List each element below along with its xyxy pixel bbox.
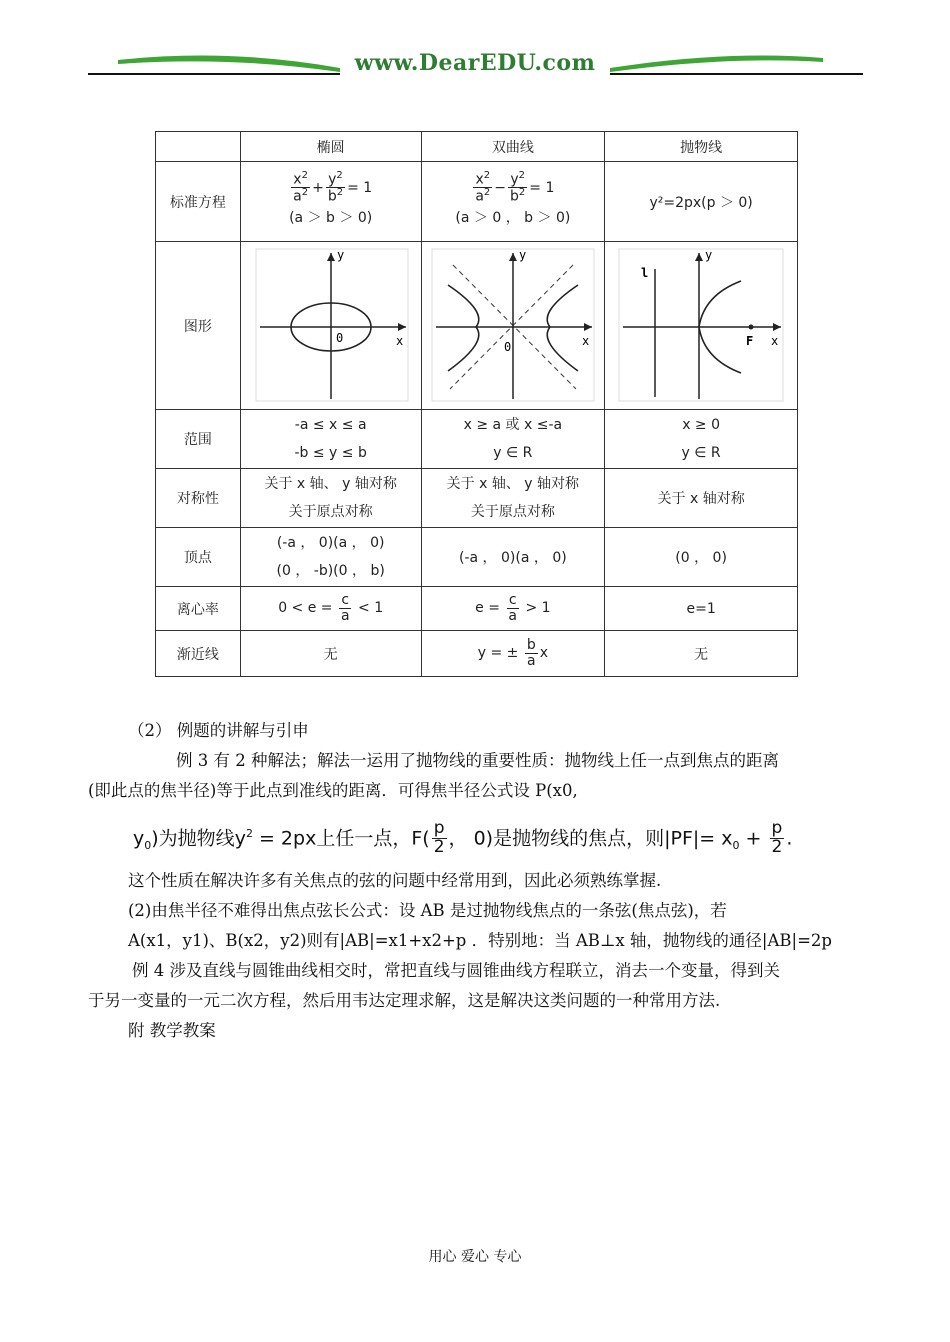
paragraph-line: 例 3 有 2 种解法；解法一运用了抛物线的重要性质：抛物线上任一点到焦点的距离 xyxy=(176,751,779,770)
symmetry-text: 关于 x 轴、 y 轴对称 xyxy=(264,476,397,492)
conic-comparison-table xyxy=(155,131,798,677)
row-eccentricity xyxy=(156,587,798,631)
symmetry-text: 关于原点对称 xyxy=(288,504,373,520)
y-axis-label: y xyxy=(518,247,527,262)
paragraph-line: (即此点的焦半径)等于此点到准线的距离．可得焦半径公式设 P(x0, xyxy=(88,781,578,800)
row-range xyxy=(156,410,798,469)
y-axis-label: y xyxy=(705,247,713,262)
col-header-hyperbola: 双曲线 xyxy=(421,132,605,162)
hyperbola-condition: (a ＞ 0 ， b ＞ 0) xyxy=(455,210,571,227)
vertex-text: (0 ， 0) xyxy=(605,528,798,587)
row-symmetry xyxy=(156,469,798,528)
ellipse-equation-cell xyxy=(240,162,421,242)
hyperbola-equation-cell xyxy=(421,162,605,242)
x-axis-label: x xyxy=(581,333,590,348)
eccentricity-parabola: e=1 xyxy=(605,587,798,631)
vertex-text: (-a ， 0)(a ， 0) xyxy=(421,528,605,587)
hyperbola-graph xyxy=(426,247,600,405)
paragraph-line: 例 4 涉及直线与圆锥曲线相交时，常把直线与圆锥曲线方程联立，消去一个变量，得到关 xyxy=(132,961,780,980)
row-figure xyxy=(156,242,798,410)
page-footer: 用心 爱心 专心 xyxy=(428,1249,522,1265)
eccentricity-ellipse: 0 < e = $\frac{c}{a}$ < 1 xyxy=(240,587,421,631)
x-axis-label: x xyxy=(771,333,779,348)
parabola-equation: y²=2px(p ＞ 0) xyxy=(605,162,798,242)
hyperbola-left-branch xyxy=(448,285,479,371)
focus-label: F xyxy=(746,333,754,348)
asymptote-hyperbola: y = ± $\frac{b}{a}$ x xyxy=(421,631,605,677)
row-label: 对称性 xyxy=(156,469,241,528)
paragraph-line: A(x1，y1)、B(x2，y2)则有|AB|=x1+x2+p ．特别地：当 AB⊥x 轴，抛物线的通径|AB|=2p xyxy=(128,931,832,950)
range-text: x ≥ a 或 x ≤-a xyxy=(463,417,563,433)
range-text: -a ≤ x ≤ a xyxy=(294,417,367,433)
origin-label: 0 xyxy=(335,330,343,345)
row-label: 图形 xyxy=(156,242,241,410)
row-label: 渐近线 xyxy=(156,631,241,677)
parabola-graph xyxy=(609,247,793,405)
ellipse-condition: (a ＞ b ＞ 0) xyxy=(289,210,373,227)
paragraph-line: 附 教学教案 xyxy=(128,1021,216,1040)
row-label: 离心率 xyxy=(156,587,241,631)
directrix-label: l xyxy=(641,265,649,280)
asymptote-parabola: 无 xyxy=(605,631,798,677)
row-label: 范围 xyxy=(156,410,241,469)
hyperbola-graph-cell xyxy=(421,242,605,410)
ellipse-graph-cell xyxy=(240,242,421,410)
paragraph-line: 这个性质在解决许多有关焦点的弦的问题中经常用到，因此必须熟练掌握. xyxy=(128,871,662,890)
vertex-text: (-a ， 0)(a ， 0) xyxy=(276,535,385,551)
row-asymptote xyxy=(156,631,798,677)
y-axis-label: y xyxy=(336,247,344,262)
origin-label: 0 xyxy=(503,339,512,354)
range-text: y ∈ R xyxy=(681,445,721,461)
parabola-graph-cell xyxy=(605,242,798,410)
range-text: -b ≤ y ≤ b xyxy=(294,445,367,461)
row-standard-equation xyxy=(156,162,798,242)
ellipse-equation: $\frac{x^2}{a^2}$ + $\frac{y^2}{b^2}$ = 1 xyxy=(293,169,373,205)
table-header-row xyxy=(156,132,798,162)
focal-radius-formula: $y_0$)为抛物线$y^2 = 2px$上任一点，F( $\frac{p}{2}$ ， 0)是抛物线的焦点，则$|PF|= x_0$ + $\frac{p}{2}$ . xyxy=(133,818,793,858)
table-corner-cell xyxy=(156,132,241,162)
page-header xyxy=(88,40,863,80)
row-vertex xyxy=(156,528,798,587)
range-text: x ≥ 0 xyxy=(682,417,721,433)
x-axis-label: x xyxy=(395,333,403,348)
hyperbola-right-branch xyxy=(547,285,578,371)
col-header-ellipse: 椭圆 xyxy=(240,132,421,162)
row-label: 顶点 xyxy=(156,528,241,587)
ellipse-graph xyxy=(246,247,416,405)
vertex-text: (0 ， -b)(0 ， b) xyxy=(276,563,385,579)
symmetry-text: 关于 x 轴、 y 轴对称 xyxy=(446,476,580,492)
focus-point xyxy=(749,324,754,329)
paragraph-line: (2)由焦半径不难得出焦点弦长公式：设 AB 是过抛物线焦点的一条弦(焦点弦)，若 xyxy=(128,901,727,920)
row-label: 标准方程 xyxy=(156,162,241,242)
col-header-parabola: 抛物线 xyxy=(605,132,798,162)
asymptote-ellipse: 无 xyxy=(240,631,421,677)
section-heading: （2） 例题的讲解与引申 xyxy=(128,721,309,740)
symmetry-text: 关于 x 轴对称 xyxy=(605,469,798,528)
symmetry-text: 关于原点对称 xyxy=(470,504,555,520)
hyperbola-equation: $\frac{x^2}{a^2}$ − $\frac{y^2}{b^2}$ = 1 xyxy=(475,169,555,205)
range-text: y ∈ R xyxy=(493,445,533,461)
paragraph-line: 于另一变量的一元二次方程，然后用韦达定理求解，这是解决这类问题的一种常用方法. xyxy=(88,991,721,1010)
eccentricity-hyperbola: e = $\frac{c}{a}$ > 1 xyxy=(421,587,605,631)
site-logo: www.DearEDU.com xyxy=(340,50,610,76)
